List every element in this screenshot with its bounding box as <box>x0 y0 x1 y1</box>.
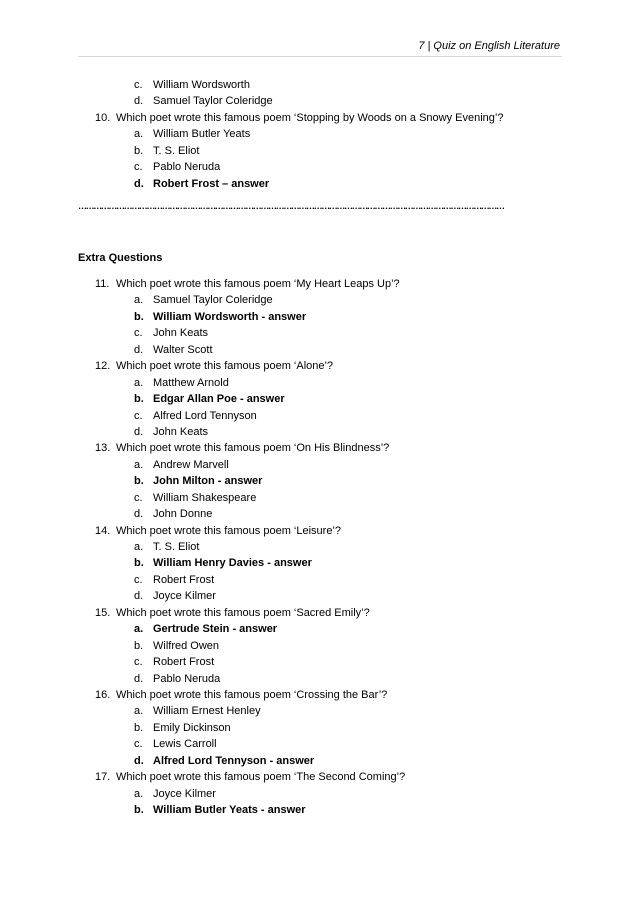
option-text: John Keats <box>153 327 209 340</box>
option-letter: c. <box>134 656 143 669</box>
option-item <box>0 126 638 142</box>
option-letter: a. <box>134 294 144 307</box>
option-letter: c. <box>134 573 143 586</box>
question-item <box>0 605 638 621</box>
option-text: Pablo Neruda <box>153 672 221 685</box>
option-letter: a. <box>134 458 144 471</box>
question-text: Which poet wrote this famous poem ‘Crossing the Bar’? <box>116 688 388 701</box>
question-number: 11. <box>95 278 110 290</box>
option-letter: c. <box>134 409 143 422</box>
option-text: Andrew Marvell <box>153 458 229 471</box>
option-text: Lewis Carroll <box>153 738 217 751</box>
option-text: Joyce Kilmer <box>153 590 216 603</box>
option-item <box>0 143 638 159</box>
question-text: Which poet wrote this famous poem ‘On His Blindness’? <box>116 442 390 455</box>
option-text: Robert Frost <box>153 656 215 669</box>
option-letter: a. <box>134 705 144 718</box>
header-divider <box>78 56 562 57</box>
question-10 <box>0 110 638 126</box>
question-number: 15. <box>95 606 111 619</box>
option-item <box>0 325 638 341</box>
question-number: 10. <box>95 111 111 124</box>
option-item-answer <box>0 555 638 571</box>
question-number: 17. <box>95 771 111 784</box>
option-text: William Wordsworth - answer <box>153 310 307 323</box>
option-text: Joyce Kilmer <box>153 787 216 800</box>
section-title: Extra Questions <box>78 252 163 264</box>
option-item <box>0 588 638 604</box>
option-item <box>0 93 638 109</box>
option-item-answer <box>0 753 638 769</box>
page-header: 7 | Quiz on English Literature <box>418 40 560 52</box>
option-letter: c. <box>134 738 143 751</box>
option-text: Wilfred Owen <box>153 639 220 652</box>
option-text: William Henry Davies - answer <box>153 557 312 570</box>
option-item <box>0 506 638 522</box>
extra-questions-list <box>0 276 638 818</box>
question-item <box>0 769 638 785</box>
option-item <box>0 342 638 358</box>
option-letter: b. <box>134 144 144 157</box>
option-text: William Butler Yeats <box>153 128 251 141</box>
option-letter: a. <box>134 541 144 553</box>
question-item <box>0 440 638 456</box>
option-item-answer <box>0 473 638 489</box>
option-text: William Ernest Henley <box>153 705 261 718</box>
question-number: 16. <box>95 688 111 701</box>
question-text: Which poet wrote this famous poem ‘Sacred Emily’? <box>116 606 370 619</box>
question-number: 13. <box>95 442 111 455</box>
option-item <box>0 424 638 440</box>
option-letter: a. <box>134 787 144 800</box>
question-text: Which poet wrote this famous poem ‘Stopping by Woods on a Snowy Evening’? <box>116 111 504 124</box>
option-text: Gertrude Stein - answer <box>153 623 278 636</box>
option-letter: b. <box>134 310 144 323</box>
option-item <box>0 720 638 736</box>
question-number: 12. <box>95 360 111 373</box>
question-item <box>0 687 638 703</box>
option-letter: a. <box>134 623 144 636</box>
option-item <box>0 703 638 719</box>
option-text: Robert Frost <box>153 573 215 586</box>
option-text: Matthew Arnold <box>153 376 229 389</box>
option-text: William Wordsworth <box>153 79 250 91</box>
option-text: Alfred Lord Tennyson <box>153 409 257 422</box>
option-letter: b. <box>134 475 144 488</box>
option-text: Samuel Taylor Coleridge <box>153 95 273 108</box>
option-item <box>0 490 638 506</box>
option-text: Alfred Lord Tennyson - answer <box>153 754 315 767</box>
option-letter: b. <box>134 721 144 734</box>
option-item-answer <box>0 621 638 637</box>
option-letter: c. <box>134 161 143 174</box>
option-text: T. S. Eliot <box>153 541 200 553</box>
question-text: Which poet wrote this famous poem ‘Leisure’? <box>116 524 341 537</box>
option-letter: b. <box>134 393 144 406</box>
option-letter: d. <box>134 672 144 685</box>
option-letter: c. <box>134 79 143 91</box>
option-item <box>0 457 638 473</box>
option-letter: d. <box>134 343 144 356</box>
question-item <box>0 358 638 374</box>
option-text: William Shakespeare <box>153 491 257 504</box>
question-number: 14. <box>95 524 111 537</box>
option-text: John Donne <box>153 508 213 521</box>
option-letter: d. <box>134 425 144 438</box>
option-letter: a. <box>134 128 144 141</box>
option-letter: d. <box>134 95 144 108</box>
option-letter: d. <box>134 508 144 521</box>
option-text: William Butler Yeats - answer <box>153 804 306 816</box>
option-text: Pablo Neruda <box>153 161 221 174</box>
option-item <box>0 786 638 802</box>
option-text: Walter Scott <box>153 343 213 356</box>
option-letter: d. <box>134 754 144 767</box>
option-letter: b. <box>134 639 144 652</box>
option-item <box>0 408 638 424</box>
option-item-answer <box>0 176 638 192</box>
option-letter: b. <box>134 804 144 816</box>
dotted-separator: …………………………………………………………………………………………………………………………………………………… <box>78 203 504 209</box>
question-text: Which poet wrote this famous poem ‘My Heart Leaps Up’? <box>116 278 400 290</box>
option-item <box>0 654 638 670</box>
option-letter: d. <box>134 590 144 603</box>
quiz-continuation <box>0 77 638 192</box>
option-item <box>0 77 638 93</box>
option-item <box>0 671 638 687</box>
option-letter: b. <box>134 557 144 570</box>
option-item <box>0 736 638 752</box>
option-item-answer <box>0 391 638 407</box>
question-text: Which poet wrote this famous poem ‘Alone’? <box>116 360 334 373</box>
question-item <box>0 276 638 292</box>
option-item <box>0 292 638 308</box>
option-item-answer <box>0 309 638 325</box>
option-text: T. S. Eliot <box>153 144 200 157</box>
option-item <box>0 375 638 391</box>
option-letter: c. <box>134 491 143 504</box>
option-text: Samuel Taylor Coleridge <box>153 294 273 307</box>
option-text: Robert Frost – answer <box>153 177 270 190</box>
option-letter: c. <box>134 327 143 340</box>
option-item <box>0 638 638 654</box>
option-text: Edgar Allan Poe - answer <box>153 393 285 406</box>
option-item <box>0 539 638 555</box>
option-text: Emily Dickinson <box>153 721 231 734</box>
option-item <box>0 159 638 175</box>
question-item <box>0 523 638 539</box>
option-item-answer <box>0 802 638 818</box>
question-text: Which poet wrote this famous poem ‘The Second Coming’? <box>116 771 406 784</box>
option-text: John Milton - answer <box>153 475 263 488</box>
option-letter: a. <box>134 376 144 389</box>
option-letter: d. <box>134 177 144 190</box>
option-text: John Keats <box>153 425 209 438</box>
option-item <box>0 572 638 588</box>
